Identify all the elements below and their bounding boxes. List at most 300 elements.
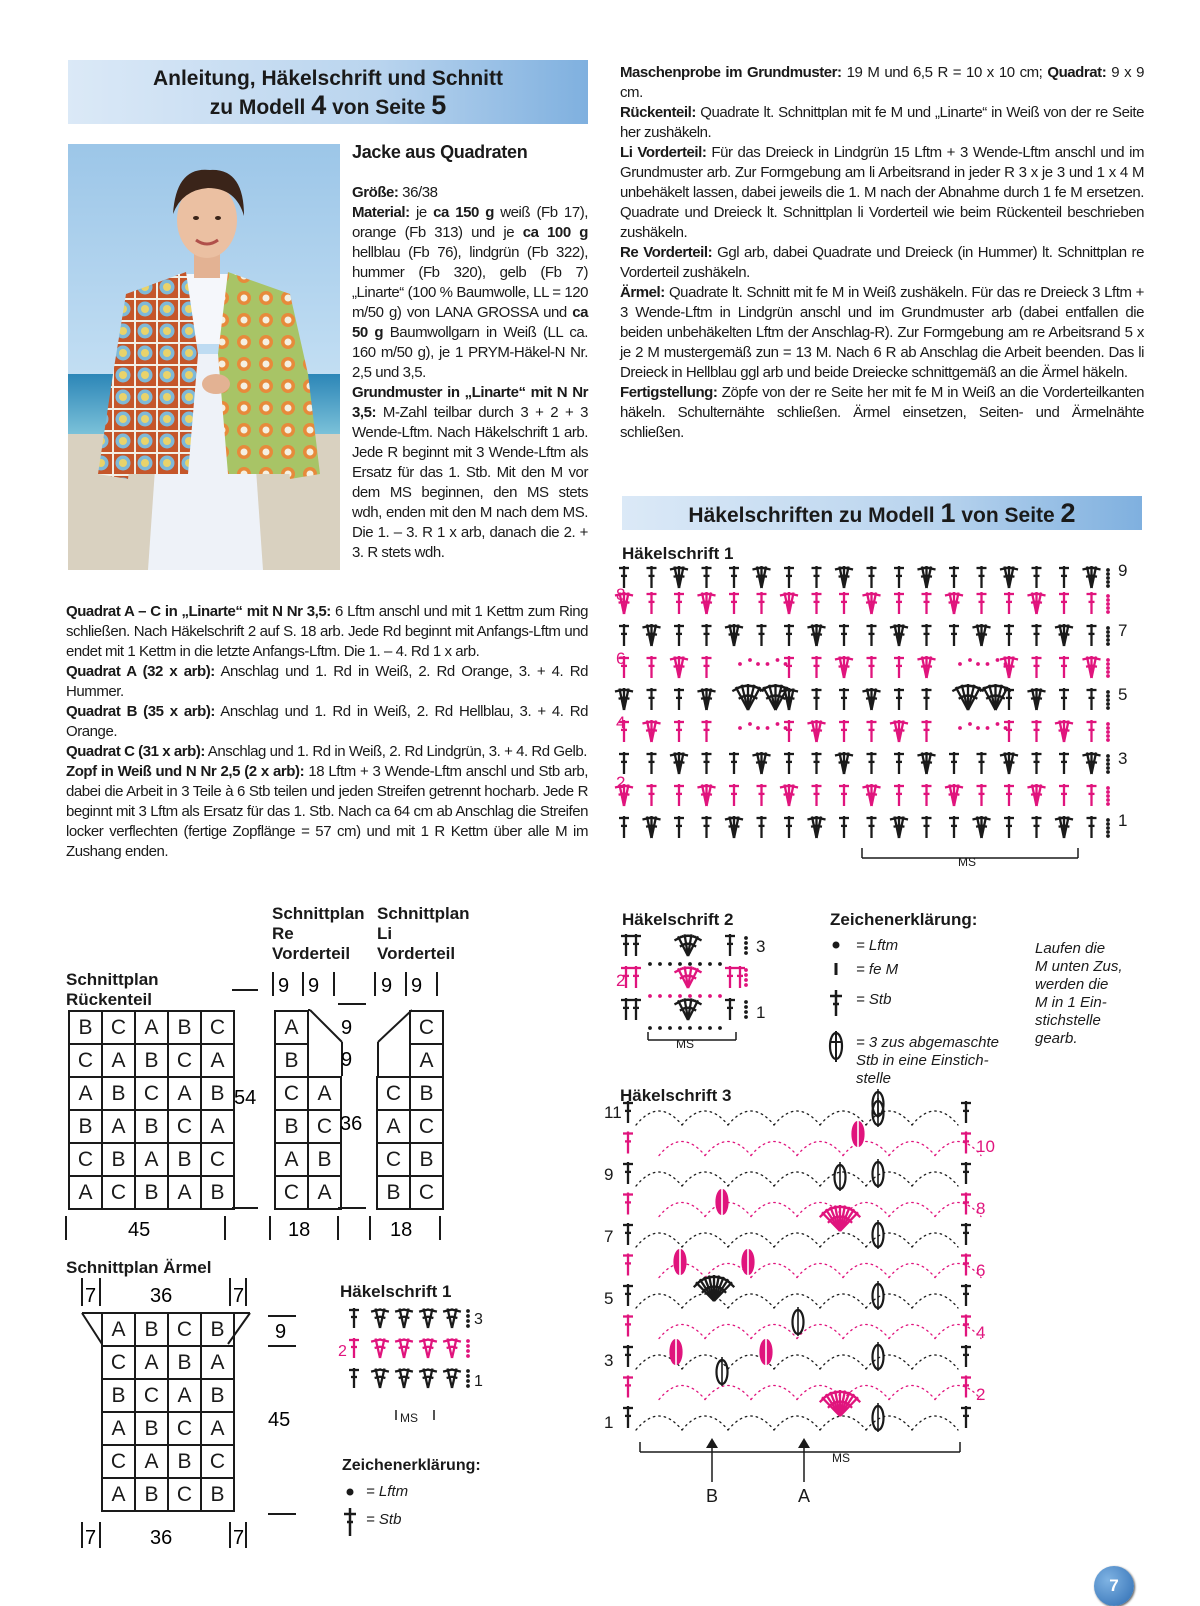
lftm-dot [718, 962, 722, 966]
lftm-dot [744, 936, 748, 940]
legend-stb: = Stb [856, 991, 892, 1008]
stb-symbol [725, 998, 735, 1020]
lftm-dot [1106, 802, 1110, 806]
lftm-dot [718, 1026, 722, 1030]
cluster-symbol [743, 1247, 754, 1276]
lftm-dot [1106, 690, 1110, 694]
lftm-dot [738, 662, 742, 666]
lftm-dot [744, 1005, 748, 1009]
lftm-dot [678, 962, 682, 966]
stb-symbol [977, 592, 987, 614]
stb-symbol [623, 1162, 633, 1184]
row-number: 10 [976, 1137, 995, 1156]
lftm-dot [1106, 638, 1110, 642]
lftm-dot [1106, 730, 1110, 734]
chain-arc [751, 1264, 797, 1278]
chain-arc [889, 1264, 935, 1278]
lftm-dot [958, 662, 962, 666]
lftm-dot [1106, 658, 1110, 662]
stb-symbol [702, 624, 712, 646]
chain-arc [751, 1203, 797, 1217]
lftm-dot [744, 1010, 748, 1014]
lftm-dot [658, 962, 662, 966]
chart2-title: Häkelschrift 2 [622, 910, 734, 929]
lftm-dot [996, 658, 1000, 662]
legend-fem: = fe M [856, 961, 899, 978]
chain-arc [705, 1325, 751, 1339]
lftm-dot [466, 1339, 470, 1343]
schnitt-aermel-grid: A B C B C A B A B C A B A B C A C A B C A B C B [101, 1312, 235, 1512]
row-number: MS [676, 1037, 694, 1051]
lftm-dot [1106, 674, 1110, 678]
chain-arc [820, 1355, 866, 1369]
stb-symbol [631, 934, 641, 956]
stb-symbol [757, 624, 767, 646]
cluster-symbol [717, 1187, 728, 1216]
cluster-symbol [793, 1307, 804, 1336]
cluster-symbol [835, 1162, 846, 1191]
stb-symbol [977, 566, 987, 588]
small-legend-lftm: = Lftm [366, 1483, 409, 1500]
ruecken-height: 54 [234, 1087, 257, 1109]
re-side-a: 9 [341, 1017, 353, 1039]
chain-arc [682, 1233, 728, 1247]
chain-arc [728, 1294, 774, 1308]
schnitt-ruecken-grid: B C A B C C A B C A A B C A B B A B C A C B A B C A C B A B [68, 1010, 235, 1210]
small-chart-title: Häkelschrift 1 [340, 1282, 452, 1301]
stb-symbol [839, 624, 849, 646]
lftm-dot [1106, 726, 1110, 730]
lftm-dot [688, 962, 692, 966]
stb-symbol [647, 752, 657, 774]
stb-symbol-icon [344, 1508, 356, 1536]
stb-symbol [839, 592, 849, 614]
stb-symbol [812, 752, 822, 774]
legend-title: Zeichenerklärung: [830, 910, 978, 929]
chain-arc [912, 1355, 958, 1369]
stb-symbol [647, 592, 657, 614]
chain-arc [912, 1233, 958, 1247]
stb-symbol [867, 816, 877, 838]
stb-symbol [812, 688, 822, 710]
zus-stb-legend-icon [830, 1031, 842, 1062]
row-number: 7 [604, 1227, 614, 1246]
arrow-b-head-icon [706, 1438, 718, 1448]
lftm-dot [1106, 698, 1110, 702]
stb-symbol [961, 1254, 971, 1276]
lftm-dot [1106, 568, 1110, 572]
lftm-dot [466, 1319, 470, 1323]
lftm-dot [766, 662, 770, 666]
stb-symbol [621, 934, 631, 956]
schnitt-re-label: Schnittplan Re Vorderteil [272, 904, 365, 963]
stb-symbol [623, 1345, 633, 1367]
left-instructions [66, 602, 588, 862]
stb-symbol [623, 1193, 633, 1215]
lftm-dot [1106, 786, 1110, 790]
row-number: 2 [616, 971, 626, 990]
lftm-dot [744, 951, 748, 955]
lftm-dot [1106, 610, 1110, 614]
row-number: 6 [976, 1261, 986, 1280]
stb-symbol [647, 566, 657, 588]
li-width: 18 [390, 1219, 413, 1241]
lftm-dot [658, 994, 662, 998]
stb-symbol [922, 592, 932, 614]
lftm-dot [1106, 734, 1110, 738]
stb-symbol [729, 592, 739, 614]
model-photo [68, 144, 340, 570]
chain-arc [636, 1111, 682, 1125]
lftm-dot [708, 994, 712, 998]
page-number: 7 [1094, 1566, 1134, 1606]
aermel-bot-m: 36 [150, 1527, 173, 1549]
row-number: 1 [1118, 811, 1128, 830]
paragraph: Li Vorderteil: Für das Dreieck in Lindgrün 15 Lftm + 3 Wende-Lftm anschl und im Grundmuster arb. Zur Formgebung am li Arbeitsrand in jeder R 3 x je 3 und 1 x 4 M unbehäkelt lassen, dabei jeweils die 1. M nach der Abnahme durch 1 fe M ersetzen. Quadrate und Dreieck lt. Schnittplan li Vorderteil wie beim Rückenteil beschrieben zushäkeln. [620, 144, 1144, 241]
lftm-dot [1106, 766, 1110, 770]
stb-symbol [1032, 624, 1042, 646]
paragraph: Zopf in Weiß und N Nr 2,5 (2 x arb): 18 Lftm + 3 Wende-Lftm anschl und Stb arb, dabei die Arbeit in 3 Teile à 6 Stb teilen und jeden Streifen getrennt hocharb. Jede R beginnt mit 3 Lftm als Ersatz für das 1. Stb. Nach ca 64 cm ab Anschlag die Streifen locker verflechten (fertige Zopflänge = 57 cm) und mit 1 R Kettm über alle M im Zushang enden. [66, 763, 588, 860]
stb-symbol [619, 624, 629, 646]
stb-symbol [1059, 592, 1069, 614]
lftm-dot [776, 658, 780, 662]
paragraph: Fertigstellung: Zöpfe von der re Seite her mit fe M in Weiß an die Vorderteilkanten häkeln. Schulternähte schließen. Ärmel einsetzen, Seiten- und Ärmelnähte schließen. [620, 384, 1144, 441]
lftm-dot [1106, 642, 1110, 646]
section-banner-left [68, 60, 588, 124]
stb-symbol [839, 816, 849, 838]
stb-symbol [894, 752, 904, 774]
row-number: 9 [1118, 561, 1128, 580]
stb-symbol [839, 720, 849, 742]
stb-symbol [977, 752, 987, 774]
stb-symbol [757, 592, 767, 614]
lftm-dot [756, 662, 760, 666]
li-diagonal-line [378, 1010, 412, 1042]
stb-symbol [1032, 656, 1042, 678]
row-number: 3 [1118, 749, 1128, 768]
chain-arc [889, 1203, 935, 1217]
stb-symbol [1032, 752, 1042, 774]
stb-symbol [894, 656, 904, 678]
row-number: 3 [756, 937, 766, 956]
row-number: 2 [976, 1385, 986, 1404]
stb-symbol [729, 752, 739, 774]
stb-symbol [839, 784, 849, 806]
stb-symbol [922, 624, 932, 646]
lftm-dot [698, 962, 702, 966]
stb-symbol [1004, 816, 1014, 838]
stb-symbol [1087, 688, 1097, 710]
chart1-title: Häkelschrift 1 [622, 544, 734, 563]
lftm-dot [958, 726, 962, 730]
lftm-dot [1106, 576, 1110, 580]
lftm-dot [1106, 738, 1110, 742]
chain-arc [774, 1416, 820, 1430]
row-number: MS [400, 1411, 418, 1425]
lftm-dot [1106, 606, 1110, 610]
row-number: 9 [604, 1165, 614, 1184]
chain-arc [774, 1172, 820, 1186]
stb-symbol [867, 752, 877, 774]
stb-symbol [1087, 720, 1097, 742]
row-number: 6 [616, 649, 626, 668]
cluster-symbol [873, 1403, 884, 1432]
stb-symbol [961, 1376, 971, 1398]
lftm-dot [744, 946, 748, 950]
stb-symbol [674, 592, 684, 614]
cluster-symbol [675, 1247, 686, 1276]
re-diagonal-line [310, 1010, 342, 1042]
lftm-dot [648, 994, 652, 998]
stb-symbol [961, 1101, 971, 1123]
lftm-dot [766, 726, 770, 730]
chain-arc [820, 1294, 866, 1308]
chain-arc [751, 1386, 797, 1400]
chain-arc [935, 1386, 981, 1400]
chain-arc [659, 1325, 705, 1339]
lftm-dot [688, 1026, 692, 1030]
aermel-top-l: 7 [85, 1285, 97, 1307]
stb-symbol [349, 1338, 359, 1358]
stb-symbol [623, 1254, 633, 1276]
stb-symbol [1087, 784, 1097, 806]
stb-symbol [922, 816, 932, 838]
stb-symbol [1087, 816, 1097, 838]
schnitt-li-label: Schnittplan Li Vorderteil [377, 904, 470, 963]
chain-arc [912, 1172, 958, 1186]
schnitt-aermel-label: Schnittplan Ärmel [66, 1258, 212, 1277]
stb-symbol [725, 934, 735, 956]
stb-symbol [949, 816, 959, 838]
lftm-dot [678, 994, 682, 998]
lftm-dot [1106, 662, 1110, 666]
paragraph: Ärmel: Quadrate lt. Schnitt mit fe M in Weiß zushäkeln. Für das re Dreieck 3 Lftm + 3 Wende-Lftm in Lindgrün anschl und im Grundmuster arb (dabei entfallen die beiden unbehäkelten Lftm der Anschlag-R). Zur Formgebung am re Arbeitsrand 5 x je 2 M mustergemäß zun = 13 M. Nach 6 R ab Anschlag die Arbeit beenden. Das li Dreieck in Hellblau ggl arb und beide Dreiecke schnittgemäß an die Ärmel häkeln. [620, 284, 1144, 381]
stb-symbol [1004, 624, 1014, 646]
lftm-dot [658, 1026, 662, 1030]
chain-arc [843, 1325, 889, 1339]
stb-symbol [1087, 592, 1097, 614]
lftm-dot [668, 994, 672, 998]
lftm-dot [648, 962, 652, 966]
chain-arc [889, 1325, 935, 1339]
stb-symbol [623, 1223, 633, 1245]
stb-symbol [961, 1162, 971, 1184]
lftm-dot [744, 941, 748, 945]
stb-symbol [1059, 752, 1069, 774]
chain-arc [682, 1355, 728, 1369]
stb-symbol [922, 784, 932, 806]
stb-legend-icon [830, 990, 842, 1016]
legend-note: Laufen die M unten Zus, werden die M in 1 Ein- stichstelle gearb. [1035, 940, 1123, 1047]
stb-symbol [623, 1132, 633, 1154]
cluster-symbol [873, 1342, 884, 1371]
chain-arc [774, 1111, 820, 1125]
lftm-dot [1106, 702, 1110, 706]
lftm-dot [744, 1000, 748, 1004]
chain-arc [820, 1416, 866, 1430]
right-instructions [620, 63, 1144, 443]
stb-symbol [1004, 784, 1014, 806]
chain-arc [889, 1142, 935, 1156]
chain-arc [889, 1386, 935, 1400]
stb-symbol [674, 816, 684, 838]
row-number: 1 [474, 1373, 483, 1390]
cluster-symbol [873, 1281, 884, 1310]
lftm-dot [1106, 572, 1110, 576]
re-top-a: 9 [278, 975, 290, 997]
chain-arc [843, 1142, 889, 1156]
small-chart [340, 1306, 510, 1436]
stb-symbol [702, 656, 712, 678]
stb-symbol [674, 720, 684, 742]
stb-symbol [839, 688, 849, 710]
lftm-dot [466, 1309, 470, 1313]
row-number: MS [832, 1451, 850, 1465]
row-number: A [798, 1486, 811, 1506]
paragraph: Quadrat A – C in „Linarte“ mit N Nr 3,5: 6 Lftm anschl und mit 1 Kettm zum Ring schließen. Nach Häkelschrift 2 auf S. 18 arb. Jede Rd beginnt mit Anfangs-Lftm und endet mit 1 Kettm in die letzte Anfangs-Lftm. Die 1. – 4. Rd 1 x arb. [66, 603, 588, 660]
lftm-dot [1106, 666, 1110, 670]
lftm-dot [748, 658, 752, 662]
stb-symbol [867, 656, 877, 678]
schnitt-ruecken-label: Schnittplan Rückenteil [66, 970, 159, 1009]
lftm-dot [976, 726, 980, 730]
chain-arc [636, 1233, 682, 1247]
chain-arc [912, 1416, 958, 1430]
lftm-dot [648, 1026, 652, 1030]
stb-symbol [1032, 816, 1042, 838]
stb-symbol [1004, 592, 1014, 614]
chain-arc [935, 1203, 981, 1217]
lftm-dot [976, 662, 980, 666]
chain-arc [935, 1142, 981, 1156]
lftm-dot [1106, 634, 1110, 638]
row-number: 11 [604, 1103, 622, 1122]
lftm-dot [1106, 584, 1110, 588]
arrow-a-head-icon [798, 1438, 810, 1448]
lftm-dot [744, 978, 748, 982]
lftm-dot [748, 722, 752, 726]
cluster-symbol [761, 1337, 772, 1366]
stb-symbol [949, 566, 959, 588]
chain-arc [843, 1264, 889, 1278]
chain-arc [774, 1355, 820, 1369]
stb-symbol [784, 816, 794, 838]
stb-symbol [1032, 566, 1042, 588]
lftm-dot [1106, 598, 1110, 602]
paragraph: Quadrat C (31 x arb): Anschlag und 1. Rd in Weiß, 2. Rd Lindgrün, 3. + 4. Rd Gelb. [66, 743, 588, 760]
lftm-dot [688, 994, 692, 998]
chart3 [604, 1103, 1038, 1550]
lftm-dot [466, 1379, 470, 1383]
stb-symbol [702, 720, 712, 742]
stb-symbol [647, 656, 657, 678]
stb-symbol [623, 1376, 633, 1398]
row-number: 5 [604, 1289, 614, 1308]
lftm-dot [466, 1374, 470, 1378]
schnitt-re-grid: A B C A B C A B C A [274, 1010, 342, 1210]
chain-arc [659, 1386, 705, 1400]
lftm-dot [1106, 630, 1110, 634]
chain-arc [774, 1294, 820, 1308]
stb-symbol [961, 1315, 971, 1337]
stb-symbol [784, 752, 794, 774]
re-top-b: 9 [308, 975, 320, 997]
lftm-dot [1106, 754, 1110, 758]
lftm-dot [1106, 762, 1110, 766]
lftm-dot [1106, 758, 1110, 762]
chain-arc [682, 1111, 728, 1125]
chart2 [618, 930, 808, 1070]
chain-arc [797, 1142, 843, 1156]
lftm-dot [1106, 818, 1110, 822]
stb-symbol [812, 784, 822, 806]
paragraph: Quadrat B (35 x arb): Anschlag und 1. Rd in Weiß, 2. Rd Hellblau, 3. + 4. Rd Orange. [66, 703, 588, 740]
chain-arc [682, 1416, 728, 1430]
row-number: 2 [338, 1343, 347, 1360]
row-number: 3 [604, 1351, 614, 1370]
paragraph: Quadrat A (32 x arb): Anschlag und 1. Rd in Weiß, 2. Rd Orange, 3. + 4. Rd Hummer. [66, 663, 588, 700]
lftm-dot [1106, 594, 1110, 598]
lftm-dot [698, 1026, 702, 1030]
stb-symbol [812, 656, 822, 678]
chain-arc [820, 1172, 866, 1186]
lftm-dot [1106, 790, 1110, 794]
chain-arc [636, 1416, 682, 1430]
chain-arc [705, 1142, 751, 1156]
stb-symbol [949, 624, 959, 646]
chain-arc [728, 1172, 774, 1186]
lftm-dot [744, 973, 748, 977]
stb-symbol [621, 998, 631, 1020]
stb-symbol [623, 1284, 633, 1306]
lftm-dot [1106, 770, 1110, 774]
stb-symbol [812, 592, 822, 614]
stb-symbol [1059, 656, 1069, 678]
chain-arc [912, 1294, 958, 1308]
lftm-dot [1106, 626, 1110, 630]
lftm-dot [968, 722, 972, 726]
lftm-dot [1106, 694, 1110, 698]
stb-symbol [735, 966, 745, 988]
banner-left-line2: zu Modell 4 von Seite 5 [209, 90, 447, 120]
aermel-top-r: 7 [233, 1285, 245, 1307]
stb-symbol [702, 816, 712, 838]
stb-symbol [1059, 688, 1069, 710]
lftm-dot [466, 1349, 470, 1353]
stb-symbol [1032, 720, 1042, 742]
stb-symbol [619, 752, 629, 774]
lftm-dot [744, 968, 748, 972]
lftm-dot [738, 726, 742, 730]
stb-symbol [1059, 784, 1069, 806]
cluster-symbol [873, 1220, 884, 1249]
lftm-dot [1106, 580, 1110, 584]
stb-symbol [1059, 566, 1069, 588]
row-number: 4 [976, 1323, 986, 1342]
row-number: 8 [616, 585, 626, 604]
stb-symbol [784, 566, 794, 588]
stb-symbol [961, 1284, 971, 1306]
paragraph: Re Vorderteil: Ggl arb, dabei Quadrate und Dreieck (in Hummer) lt. Schnittplan re Vorderteil zushäkeln. [620, 244, 1144, 281]
stb-symbol [757, 784, 767, 806]
stb-symbol [674, 688, 684, 710]
row-number: MS [958, 855, 976, 869]
li-top-a: 9 [381, 975, 393, 997]
stb-symbol [623, 1315, 633, 1337]
section-banner-right: Häkelschriften zu Modell 1 von Seite 2 [622, 496, 1142, 530]
aermel-bot-r: 7 [233, 1527, 245, 1549]
front-height: 36 [340, 1113, 363, 1135]
